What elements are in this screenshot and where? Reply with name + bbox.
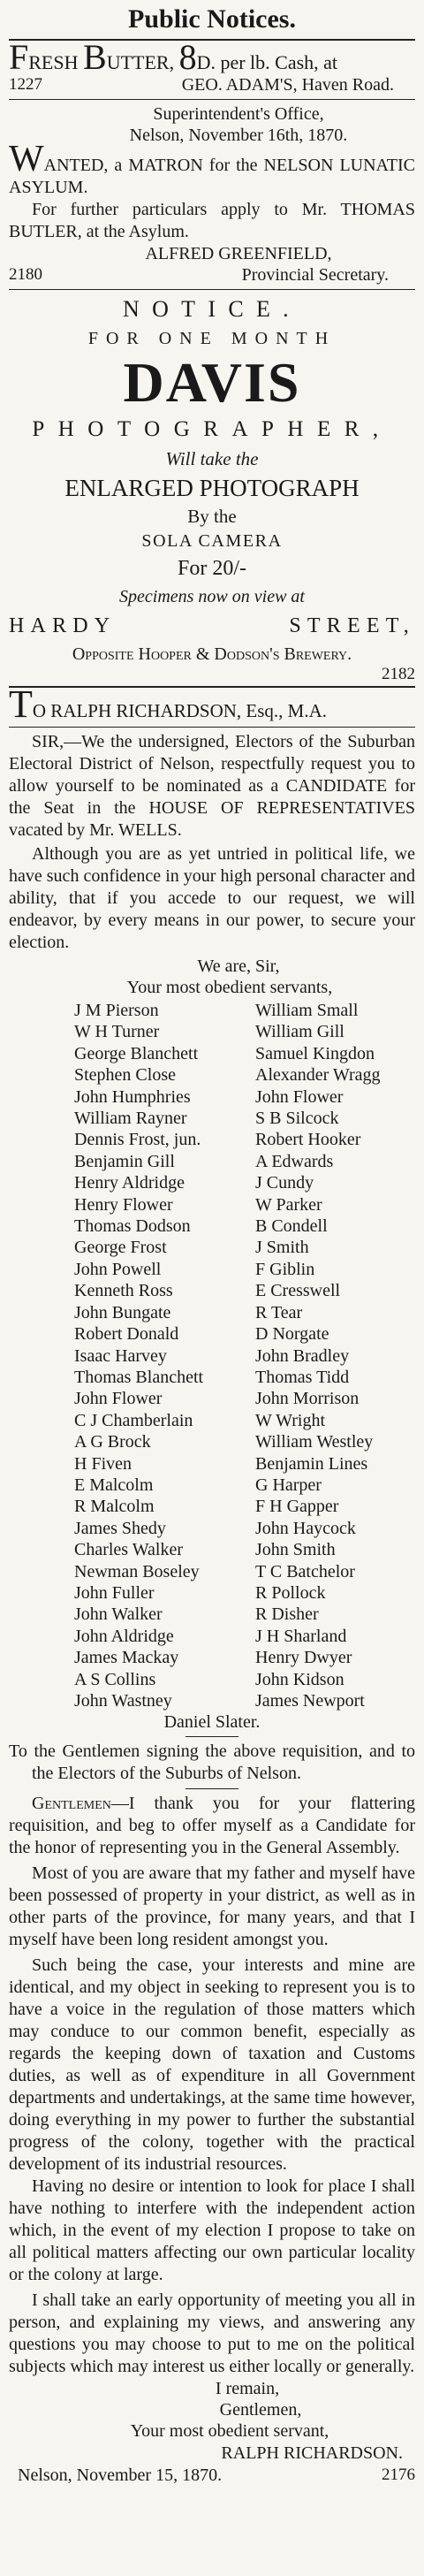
signatory-name: C J Chamberlain [74,1410,193,1430]
signatory-name: James Newport [255,1691,365,1711]
signatory-name: T C Batchelor [255,1561,355,1581]
signatory-name: James Mackay [74,1648,179,1668]
signatory-list [9,1000,415,1711]
signatory-name: John Morrison [255,1389,360,1409]
signatory-name: A Edwards [255,1151,334,1171]
requisition-notice: TO RALPH RICHARDSON, Esq., M.A. SIR,—We the undersigned, Electors of the Suburban Electoral District of Nelson, respectfully request you to allow yourself to be nominated as a CANDIDATE for the Seat in the HOUSE OF REPRESENTATIVES vacated by Mr. WELLS. Although you are as yet untried in political life, we have such confidence in your high personal character and ability, that if you accede to our request, we will endeavor, by every means in our power, to secure your election. We are, Sir, Your most obedient servants, J M Pierson William Small W H Turner William Gill George Blanchett Samuel Kingdon Stephen Close Alexander Wragg John Humphries John Flower William Rayner S B Silcock Dennis Frost, jun. Robert Hooker Benjamin Gill A Edwards Henry Aldridge J Cundy Henry Flower W Parker Thomas Dodson B Condell George Frost J Smith John Powell F Giblin Kenneth Ross E Cresswell John Bungate R Tear Robert Donald D Norgate Isaac Harvey John Bradley Thomas Blanchett Thomas Tidd John Flower John Morrison C J Chamberlain W Wright A G Brock William Westley H Fiven Benjamin Lines E Malcolm G Harper R Malcolm F H Gapper James Shedy John Haycock Charles Walker John Smith Newman Boseley T C Batchelor John Fuller R Pollock John Walker R Disher John Aldridge J H Sharland James Mackay Henry Dwyer A S Collins John Kidson John Wastney James Newport Daniel Slater. [9,682,415,1733]
signatory-name: E Malcolm [74,1475,154,1495]
signatory-name: E Cresswell [255,1281,341,1301]
signatory-name: Newman Boseley [74,1561,200,1581]
divider [9,686,415,688]
signatory-name: Thomas Blanchett [74,1367,204,1387]
signatory-name: William Rayner [74,1109,187,1129]
signatory-name: J Smith [255,1238,309,1258]
signatory-name: Alexander Wragg [255,1065,381,1086]
signatory-name: F H Gapper [255,1497,339,1517]
signatory-name: J M Pierson [74,1001,159,1020]
signatory-name: John Bungate [74,1302,171,1322]
signatory-name: W Wright [255,1410,326,1430]
signatory-name: Charles Walker [74,1540,183,1560]
signatory-name: Robert Donald [74,1324,179,1345]
davis-notice: NOTICE. FOR ONE MONTH DAVIS PHOTOGRAPHER, Will take the ENLARGED PHOTOGRAPH By the SOLA CAMERA For 20/- Specimens now on view at HARDY STREET, Opposite Hooper & Dodson's Brewery. 2182 [9,296,415,683]
divider [9,39,415,41]
signatory-name: John Walker [74,1604,163,1625]
divider [9,727,415,728]
signatory-name: W Parker [255,1194,322,1215]
signatory-name: Kenneth Ross [74,1281,173,1301]
signatory-name: B Condell [255,1216,328,1237]
signatory-name: Henry Dwyer [255,1648,352,1668]
signatory-name: John Kidson [255,1669,344,1689]
signatory-name: John Fuller [74,1582,155,1603]
signatory-name: Samuel Kingdon [255,1043,375,1063]
signatory-name: Henry Flower [74,1194,173,1215]
signatory-name: John Flower [74,1389,163,1409]
signatory-name: John Humphries [74,1086,191,1107]
divider [186,1736,238,1737]
signatory-name: Benjamin Lines [255,1453,368,1474]
signature-name: RALPH RICHARDSON. [221,2443,403,2464]
signatory-name: R Malcolm [74,1497,155,1517]
merchant-name: GEO. ADAM'S, Haven Road. [181,75,394,95]
signatory-name: F Giblin [255,1259,315,1279]
signatory-name: Stephen Close [74,1065,176,1086]
signatory-name: J H Sharland [255,1626,347,1646]
signatory-name: G Harper [255,1475,322,1495]
signatory-name: Thomas Tidd [255,1367,350,1387]
butter-notice: FRESH BUTTER, 8D. per lb. Cash, at 1227 GEO. ADAM'S, Haven Road. [9,44,415,95]
divider [9,99,415,100]
signatory-name: James Shedy [74,1518,166,1538]
signatory-name: Henry Aldridge [74,1173,185,1193]
signatory-name: John Smith [255,1540,336,1560]
photographer-name: DAVIS [123,351,301,414]
signatory-name: Isaac Harvey [74,1345,167,1366]
signatory-name: George Blanchett [74,1043,199,1063]
signatory-name: William Westley [255,1432,374,1452]
signatory-name: J Cundy [255,1173,314,1193]
signatory-name: S B Silcock [255,1109,339,1129]
signatory-name: William Small [255,1001,359,1020]
signatory-name: John Powell [74,1259,162,1279]
signatory-name: Benjamin Gill [74,1151,175,1171]
signatory-name: W H Turner [74,1022,160,1042]
signatory-name: John Aldridge [74,1626,174,1646]
signatory-name: D Norgate [255,1324,329,1345]
signatory-name: John Flower [255,1086,344,1107]
signatory-name: A G Brock [74,1432,151,1452]
signatory-name: R Tear [255,1302,303,1322]
asylum-notice: Superintendent's Office, Nelson, November 16th, 1870. WANTED, a MATRON for the NELSON LUNATIC ASYLUM. For further particulars apply to Mr. THOMAS BUTLER, at the Asylum. ALFRED GREENFIELD, 2180 Provincial Secretary. [9,104,415,285]
signatory-name: Thomas Dodson [74,1216,191,1237]
signatory-name: John Bradley [255,1345,350,1366]
section-title: Public Notices. [128,4,296,34]
signatory-name: R Disher [255,1604,319,1625]
divider [186,1788,238,1789]
signatory-name: A S Collins [74,1669,156,1689]
signatory-name: Dennis Frost, jun. [74,1130,201,1150]
divider [9,289,415,290]
signatory-name: John Haycock [255,1518,356,1538]
signatory-name: George Frost [74,1238,167,1258]
signatory-name: R Pollock [255,1582,326,1603]
signatory-name: John Wastney [74,1691,172,1711]
signatory-name: William Gill [255,1022,344,1042]
notice-number: 1227 [9,75,42,94]
signatory-name: Robert Hooker [255,1130,361,1150]
reply-notice: To the Gentlemen signing the above requisition, and to the Electors of the Suburbs of Nelson. Gentlemen—I thank you for your flattering requisition, and beg to offer myself as a Candidate for the honor of representing you in the General Assembly. Most of you are aware that my father and myself have been possessed of property in your district, as well as in other parts of the province, for many years, and that I myself have been long resident amongst you. Such being the case, your interests and mine are identical, and my object in seeking to represent you is to have a voice in the regulation of those matters which may conduce to our common benefit, especially as regards the keeping down of taxation and Customs duties, as well as of expenditure in all Government departments and undertakings, at the same time however, doing everything in my power to further the substantial progress of the colony, together with the practical development of its industrial resources. Having no desire or intention to look for place I shall have nothing to interfere with the independent action which, in the event of my election I propose to take on all political matters affecting our own particular locality or the colony at large. I shall take an early opportunity of meeting you all in person, and explaining my views, and answering any questions you may choose to put to me on the political subjects which may interest us either locally or generally. I remain, Gentlemen, Your most obedient servant, RALPH RICHARDSON. Nelson, November 15, 1870. 2176 [9,1741,415,2486]
signatory-name: H Fiven [74,1453,132,1474]
